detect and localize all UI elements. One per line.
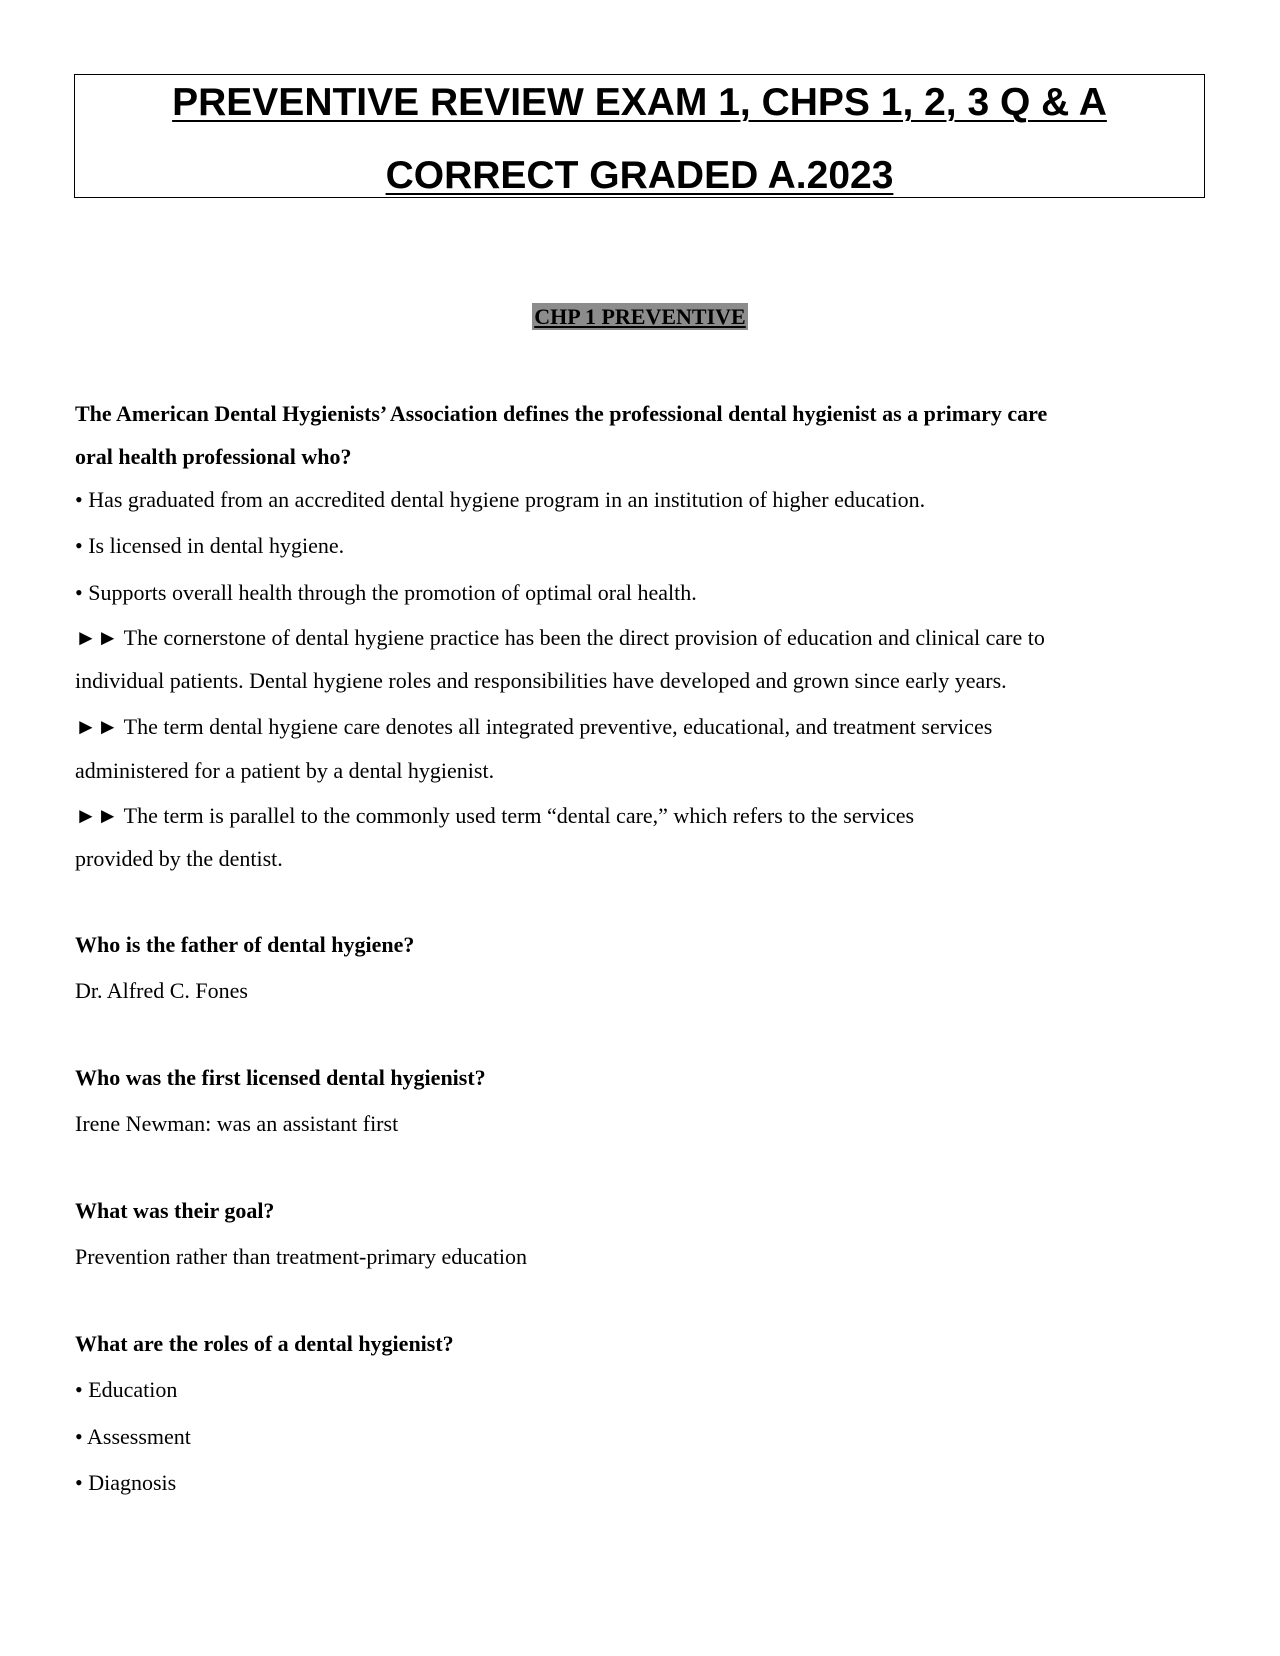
roles-item: • Assessment [75, 1424, 191, 1449]
intro-bullet: • Is licensed in dental hygiene. [75, 533, 345, 558]
intro-question-line-1: The American Dental Hygienists’ Association defines the professional dental hygienist as a primary care [75, 401, 1048, 426]
qa-question: What was their goal? [75, 1198, 275, 1223]
intro-note-line: ►► The term dental hygiene care denotes all integrated preventive, educational, and treatment services [75, 714, 993, 739]
intro-note-line: ►► The term is parallel to the commonly used term “dental care,” which refers to the services [75, 803, 915, 828]
roles-question: What are the roles of a dental hygienist? [75, 1331, 454, 1356]
intro-bullet: • Has graduated from an accredited dental hygiene program in an institution of higher education. [75, 487, 926, 512]
title-line-1: PREVENTIVE REVIEW EXAM 1, CHPS 1, 2, 3 Q & A [172, 81, 1107, 124]
intro-note-line: individual patients. Dental hygiene roles and responsibilities have developed and grown since early years. [75, 668, 1007, 693]
title-line-2: CORRECT GRADED A.2023 [385, 154, 894, 197]
roles-item: • Education [75, 1377, 178, 1402]
qa-question: Who was the first licensed dental hygienist? [75, 1065, 486, 1090]
qa-question: Who is the father of dental hygiene? [75, 932, 415, 957]
roles-item: • Diagnosis [75, 1470, 177, 1495]
qa-answer: Prevention rather than treatment-primary education [75, 1244, 528, 1269]
intro-note-line: provided by the dentist. [75, 846, 283, 871]
qa-answer: Irene Newman: was an assistant first [75, 1111, 399, 1136]
intro-note-line: ►► The cornerstone of dental hygiene practice has been the direct provision of education and clinical care to [75, 625, 1045, 650]
intro-bullet: • Supports overall health through the promotion of optimal oral health. [75, 580, 697, 605]
qa-answer: Dr. Alfred C. Fones [75, 978, 248, 1003]
intro-note-line: administered for a patient by a dental hygienist. [75, 758, 495, 783]
title-box [74, 74, 1205, 198]
intro-question-line-2: oral health professional who? [75, 444, 352, 469]
section-heading [0, 306, 1280, 328]
section-heading-text: CHP 1 PREVENTIVE [534, 304, 746, 329]
